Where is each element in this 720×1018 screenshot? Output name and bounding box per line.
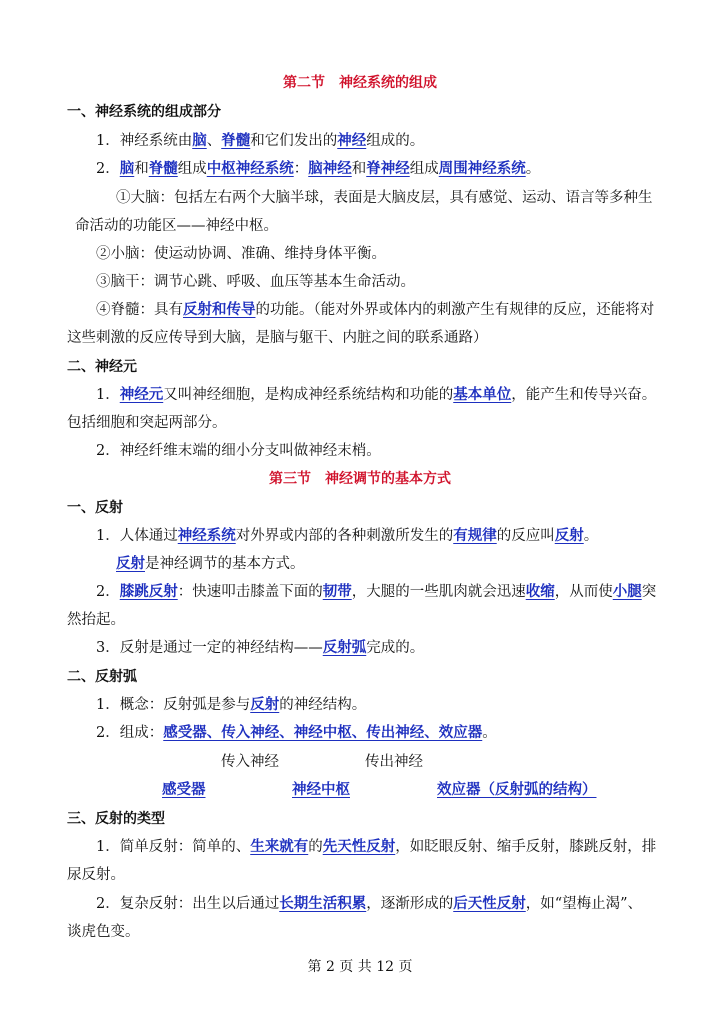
arc-label-efferent: 传出神经 (365, 754, 423, 770)
heading-neuron: 二、神经元 (67, 359, 137, 375)
paragraph-line: 这些刺激的反应传导到大脑，是脑与躯干、内脏之间的联系通路） (67, 330, 488, 346)
paragraph-line: 2．膝跳反射：快速叩击膝盖下面的韧带，大腿的一些肌肉就会迅速收缩，从而使小腿突 (96, 584, 657, 600)
paragraph-line: 2．复杂反射：出生以后通过长期生活积累，逐渐形成的后天性反射，如“望梅止渴”、 (96, 896, 643, 912)
paragraph-line: 3．反射是通过一定的神经结构——反射弧完成的。 (96, 640, 425, 656)
paragraph-line: 1．神经元又叫神经细胞，是构成神经系统结构和功能的基本单位，能产生和传导兴奋。 (96, 387, 657, 403)
arc-node-receptor: 感受器 (162, 782, 206, 798)
paragraph-line: 1．概念：反射弧是参与反射的神经结构。 (96, 697, 367, 713)
heading-reflex-types: 三、反射的类型 (67, 811, 165, 827)
paragraph-line: ③脑干：调节心跳、呼吸、血压等基本生命活动。 (96, 274, 415, 290)
paragraph-line: 2．神经纤维末端的细小分支叫做神经末梢。 (96, 443, 381, 459)
paragraph-line: ①大脑：包括左右两个大脑半球，表面是大脑皮层，具有感觉、运动、语言等多种生 (116, 190, 653, 206)
section3-title: 第三节 神经调节的基本方式 (269, 471, 451, 487)
heading-reflex-arc: 二、反射弧 (67, 669, 137, 685)
paragraph-line: 1．神经系统由脑、脊髓和它们发出的神经组成的。 (96, 133, 425, 149)
arc-node-effector: 效应器（反射弧的结构） (437, 782, 597, 798)
paragraph-line: 2．脑和脊髓组成中枢神经系统：脑神经和脊神经组成周围神经系统。 (96, 161, 541, 177)
paragraph-line: 谈虎色变。 (67, 924, 140, 940)
paragraph-line: 命活动的功能区——神经中枢。 (75, 218, 278, 234)
section2-title: 第二节 神经系统的组成 (283, 75, 437, 91)
paragraph-line: 然抬起。 (67, 612, 125, 628)
page-footer: 第 2 页 共 12 页 (307, 959, 413, 975)
paragraph-line: 2．组成：感受器、传入神经、神经中枢、传出神经、效应器。 (96, 725, 497, 741)
arc-label-afferent: 传入神经 (221, 754, 279, 770)
paragraph-line: 尿反射。 (67, 867, 125, 883)
heading-reflex: 一、反射 (67, 500, 123, 516)
heading-nervous-system-parts: 一、神经系统的组成部分 (67, 104, 221, 120)
paragraph-line: 1．人体通过神经系统对外界或内部的各种刺激所发生的有规律的反应叫反射。 (96, 528, 599, 544)
paragraph-line: ④脊髓：具有反射和传导的功能。（能对外界或体内的刺激产生有规律的反应，还能将对 (96, 302, 655, 318)
arc-node-center: 神经中枢 (292, 782, 350, 798)
paragraph-line: 1．简单反射：简单的、生来就有的先天性反射，如眨眼反射、缩手反射，膝跳反射，排 (96, 839, 657, 855)
paragraph-line: 反射是神经调节的基本方式。 (116, 556, 305, 572)
paragraph-line: 包括细胞和突起两部分。 (67, 415, 227, 431)
paragraph-line: ②小脑：使运动协调、准确、维持身体平衡。 (96, 246, 386, 262)
